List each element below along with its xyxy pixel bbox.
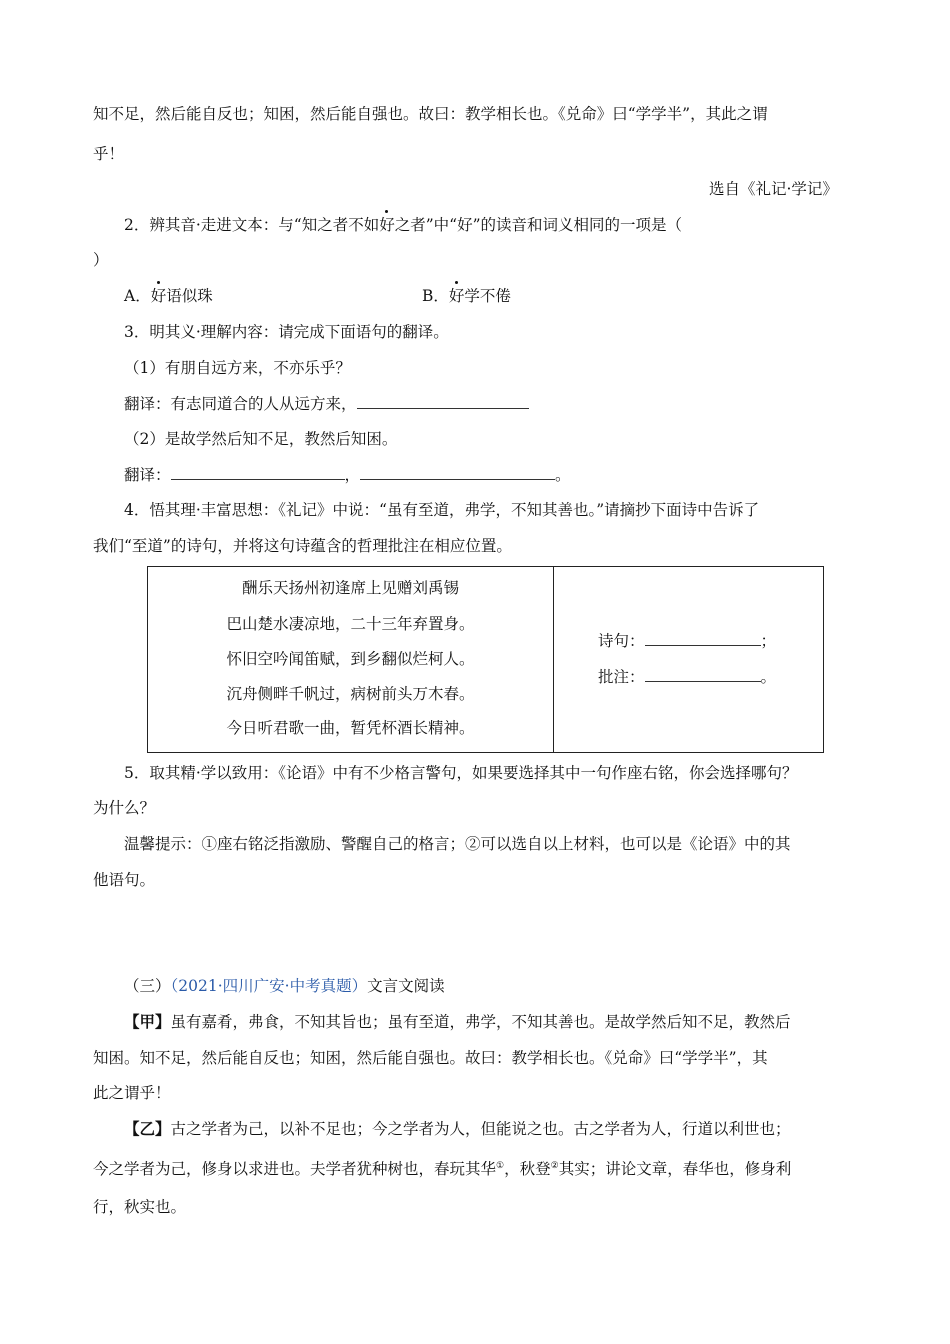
prev-passage-source: 选自《礼记·学记》 — [709, 180, 838, 198]
q2-option-a-dotted: 好 — [150, 287, 167, 305]
poem-line-3: 沉舟侧畔千帆过，病树前头万木春。 — [226, 685, 475, 703]
question-5-tip-line2: 他语句。 — [93, 871, 156, 889]
q2-text-a: 2．辨其音·走进文本：与“知之者不如 — [124, 216, 380, 234]
question-4-line2: 我们“至道”的诗句，并将这句诗蕴含的哲理批注在相应位置。 — [93, 537, 512, 555]
passage-yi-text2c: 其实；讲论文章，春华也，修身利 — [558, 1160, 792, 1178]
passage-jia-line1 — [124, 1012, 791, 1032]
q2-dotted-char: 好 — [379, 216, 395, 234]
question-2-stem — [124, 215, 682, 235]
footnote-marker-1: ① — [496, 1160, 505, 1171]
note-blank[interactable] — [645, 667, 761, 682]
passage-jia-line2: 知困。知不足，然后能自反也；知困，然后能自强也。故曰：教学相长也。《兑命》曰“学学半”，其 — [93, 1049, 768, 1067]
note-end: 。 — [760, 668, 777, 686]
poem-line-4: 今日听君歌一曲，暂凭杯酒长精神。 — [226, 719, 475, 737]
q3-translation-2-blank-b[interactable] — [360, 465, 555, 480]
section-3-number: （三） — [124, 977, 171, 995]
q2-option-b — [422, 286, 511, 306]
passage-yi-text1: 古之学者为己，以补不足也；今之学者为人，但能说之也。古之学者为人，行道以利世也； — [170, 1120, 791, 1138]
passage-jia-line3: 此之谓乎！ — [93, 1084, 171, 1102]
poem-title: 酬乐天扬州初逢席上见赠刘禹锡 — [241, 579, 459, 597]
passage-yi-text2a: 今之学者为己，修身以求进也。夫学者犹种树也，春玩其华 — [93, 1160, 497, 1178]
section-3-title: 文言文阅读 — [367, 977, 445, 995]
q3-translation-2 — [124, 465, 571, 485]
verse-blank[interactable] — [645, 631, 761, 646]
q3-translation-2-end: 。 — [555, 466, 571, 484]
question-5-line2: 为什么？ — [93, 799, 156, 817]
note-answer — [598, 667, 776, 687]
table-divider — [553, 567, 554, 752]
passage-yi-line1 — [124, 1119, 791, 1139]
passage-jia-text1: 虽有嘉肴，弗食，不知其旨也；虽有至道，弗学，不知其善也。是故学然后知不足，教然后 — [170, 1013, 791, 1031]
question-5-tip-line1: 温馨提示：①座右铭泛指激励、警醒自己的格言；②可以选自以上材料，也可以是《论语》中的其 — [124, 835, 791, 853]
q2-option-b-dotted: 好 — [448, 287, 465, 305]
question-3-title: 3．明其义·理解内容：请完成下面语句的翻译。 — [124, 323, 449, 341]
q3-translation-1 — [124, 394, 529, 414]
section-3-source: （2021·四川广安·中考真题） — [170, 977, 368, 995]
passage-yi-label: 【乙】 — [124, 1119, 171, 1138]
passage-yi-line3: 行，秋实也。 — [93, 1198, 187, 1216]
q3-translation-1-text: 翻译：有志同道合的人从远方来， — [124, 395, 357, 413]
poem-answer-table — [147, 566, 824, 753]
verse-answer — [598, 631, 776, 651]
q3-translation-2-blank-a[interactable] — [171, 465, 345, 480]
q3-translation-2-prefix: 翻译： — [124, 466, 171, 484]
passage-yi-text2b: ，秋登 — [504, 1160, 551, 1178]
note-label: 批注： — [598, 668, 645, 686]
question-4-line1: 4．悟其理·丰富思想：《礼记》中说：“虽有至道，弗学，不知其善也。”请摘抄下面诗中告诉了 — [124, 501, 760, 519]
verse-end: ； — [760, 632, 777, 650]
poem-line-2: 怀旧空吟闻笛赋，到乡翻似烂柯人。 — [226, 650, 475, 668]
verse-label: 诗句： — [598, 632, 645, 650]
q3-translation-2-comma: ， — [344, 466, 361, 484]
q2-option-a-label: A． — [124, 287, 151, 305]
q2-answer-bracket: ） — [93, 251, 109, 269]
footnote-marker-2: ② — [550, 1160, 559, 1171]
q2-option-b-text: 学不倦 — [464, 287, 511, 305]
q3-item-1: （1）有朋自远方来，不亦乐乎？ — [124, 359, 351, 377]
passage-yi-line2 — [93, 1159, 791, 1179]
prev-passage-line1: 知不足，然后能自反也；知困，然后能自强也。故曰：教学相长也。《兑命》曰“学学半”，其此之谓 — [93, 105, 768, 123]
q2-option-a-text: 语似珠 — [166, 287, 213, 305]
section-3-heading — [124, 976, 445, 996]
q2-option-b-label: B． — [422, 287, 449, 305]
poem-line-1: 巴山楚水凄凉地，二十三年弃置身。 — [226, 615, 475, 633]
prev-passage-line2: 乎！ — [93, 145, 125, 163]
passage-jia-label: 【甲】 — [124, 1012, 171, 1031]
q3-translation-1-blank[interactable] — [357, 394, 529, 409]
q3-item-2: （2）是故学然后知不足，教然后知困。 — [124, 430, 398, 448]
q2-text-b: 之者”中“好”的读音和词义相同的一项是（ — [394, 216, 683, 234]
question-5-line1: 5．取其精·学以致用：《论语》中有不少格言警句，如果要选择其中一句作座右铭，你会选择哪句？ — [124, 764, 798, 782]
q2-option-a — [124, 286, 213, 306]
